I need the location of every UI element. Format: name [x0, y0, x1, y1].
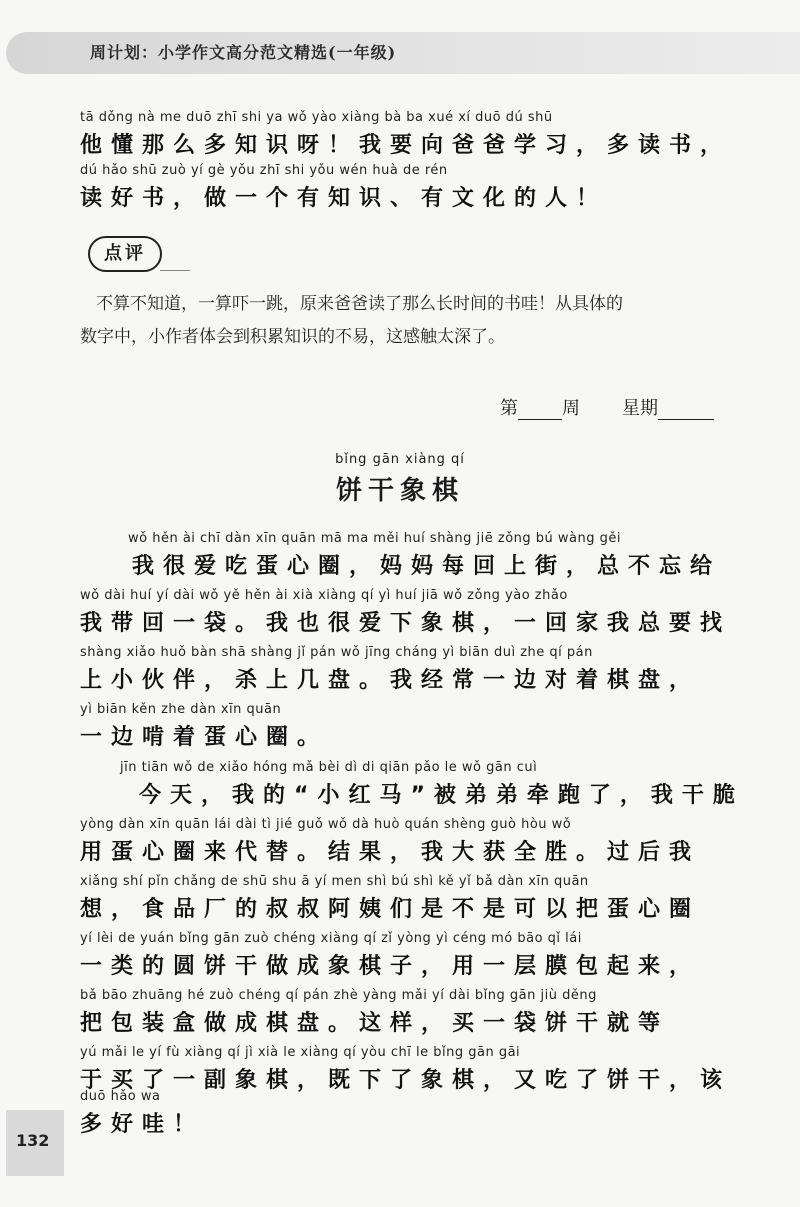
hanzi-line: 一边啃着蛋心圈。: [80, 725, 329, 750]
divider: [160, 270, 190, 271]
hanzi-line: 读好书，做一个有知识、有文化的人！: [80, 186, 608, 211]
pinyin-line: duō hǎo wa: [80, 1089, 161, 1104]
hanzi-line: 今天，我的“小红马”被弟弟牵跑了，我干脆: [108, 783, 744, 808]
weekday-label: 星期: [622, 398, 658, 419]
week-day-line: [500, 394, 714, 420]
essay-title: 饼干象棋: [335, 476, 464, 506]
pinyin-line: yí lèi de yuán bǐng gān zuò chéng xiàng qí zǐ yòng yì céng mó bāo qǐ lái: [80, 931, 582, 946]
pinyin-line: wǒ hěn ài chī dàn xīn quān mā ma měi huí shàng jiē zǒng bú wàng gěi: [128, 531, 621, 546]
hanzi-line: 多好哇！: [80, 1112, 205, 1137]
pinyin-line: wǒ dài huí yí dài wǒ yě hěn ài xià xiàng qí yì huí jiā wǒ zǒng yào zhǎo: [80, 588, 568, 603]
book-title: 周计划：小学作文高分范文精选(一年级): [90, 43, 397, 62]
pinyin-line: xiǎng shí pǐn chǎng de shū shu ā yí men shì bú shì kě yǐ bǎ dàn xīn quān: [80, 874, 589, 889]
pinyin-line: bǎ bāo zhuāng hé zuò chéng qí pán zhè yàng mǎi yí dài bǐng gān jiù děng: [80, 988, 597, 1003]
hanzi-line: 我很爱吃蛋心圈，妈妈每回上街，总不忘给: [132, 554, 722, 579]
hanzi-line: 上小伙伴，杀上几盘。我经常一边对着棋盘，: [80, 668, 701, 693]
pinyin-line: yì biān kěn zhe dàn xīn quān: [80, 702, 282, 717]
hanzi-line: 用蛋心圈来代替。结果，我大获全胜。过后我: [80, 840, 701, 865]
pinyin-line: yú mǎi le yí fù xiàng qí jì xià le xiàng qí yòu chī le bǐng gān gāi: [80, 1045, 521, 1060]
weekday-blank: [658, 401, 714, 420]
pinyin-line: yòng dàn xīn quān lái dài tì jié guǒ wǒ dà huò quán shèng guò hòu wǒ: [80, 817, 572, 832]
essay-title-pinyin: bǐng gān xiàng qí: [335, 452, 465, 467]
comment-badge: 点评: [88, 236, 162, 272]
hanzi-line: 一类的圆饼干做成象棋子，用一层膜包起来，: [80, 954, 701, 979]
comment-line: 不算不知道，一算吓一跳，原来爸爸读了那么长时间的书哇！从具体的: [96, 294, 623, 314]
pinyin-line: dú hǎo shū zuò yí gè yǒu zhī shi yǒu wén huà de rén: [80, 163, 448, 178]
pinyin-line: shàng xiǎo huǒ bàn shā shàng jǐ pán wǒ jīng cháng yì biān duì zhe qí pán: [80, 645, 593, 660]
comment-line: 数字中，小作者体会到积累知识的不易，这感触太深了。: [80, 327, 505, 347]
hanzi-line: 把包装盒做成棋盘。这样，买一袋饼干就等: [80, 1011, 670, 1036]
hanzi-line: 我带回一袋。我也很爱下象棋，一回家我总要找: [80, 611, 732, 636]
hanzi-line: 想，食品厂的叔叔阿姨们是不是可以把蛋心圈: [80, 897, 701, 922]
week-label: 第: [500, 398, 518, 419]
pinyin-line: tā dǒng nà me duō zhī shi ya wǒ yào xiàng bà ba xué xí duō dú shū: [80, 110, 553, 125]
hanzi-line: 于买了一副象棋，既下了象棋，又吃了饼干，该: [80, 1068, 732, 1093]
week-blank: [518, 401, 562, 420]
hanzi-line: 他懂那么多知识呀！我要向爸爸学习，多读书，: [80, 133, 732, 158]
week-unit: 周: [562, 398, 580, 419]
pinyin-line: jīn tiān wǒ de xiǎo hóng mǎ bèi dì di qiān pǎo le wǒ gān cuì: [120, 760, 538, 775]
page-number: 132: [16, 1131, 50, 1150]
